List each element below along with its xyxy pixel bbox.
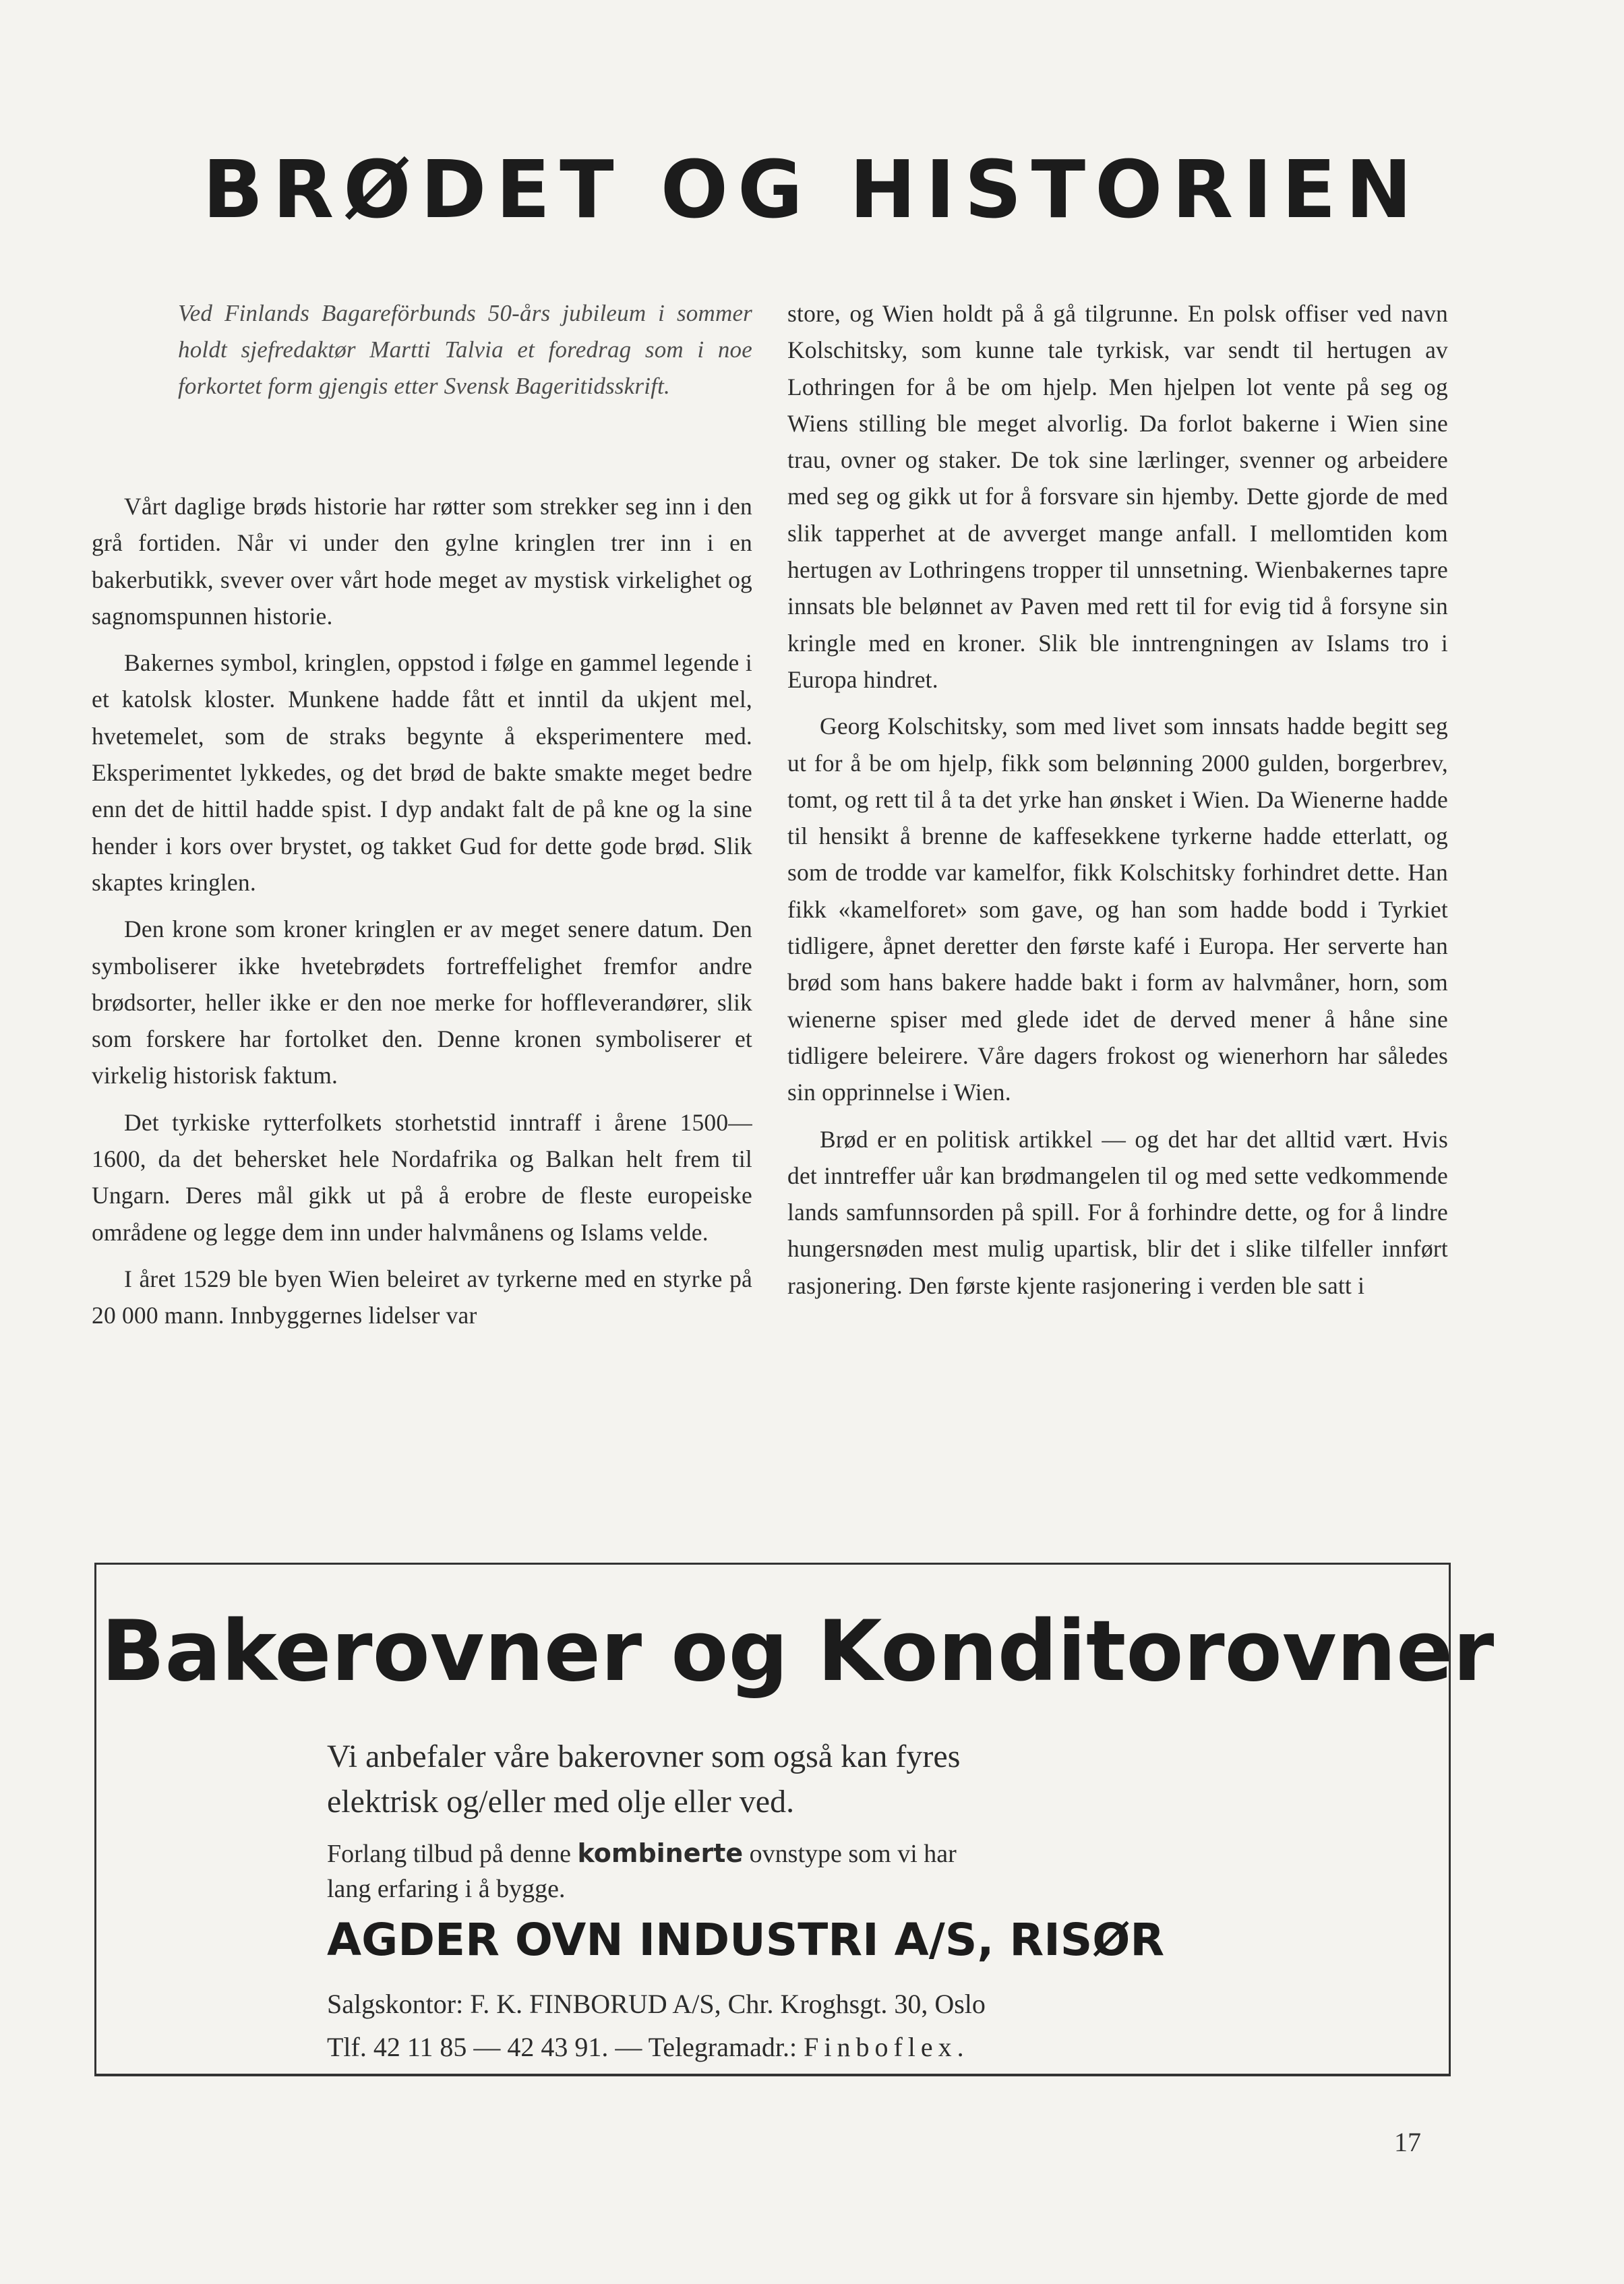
paragraph: Det tyrkiske rytterfolkets storhetstid inntraff i årene 1500—1600, da det behersket hele Nordafrika og Balkan helt frem til Ungarn. Deres mål gikk ut på å erobre de fleste europeiske områdene og legge dem inn under halvmånens og Islams velde. [92, 1108, 752, 1246]
left-column [92, 295, 752, 1334]
ad-telegram-address: Finboflex. [804, 2032, 969, 2062]
ad-line-text: Forlang tilbud på denne [327, 1840, 571, 1868]
ad-line [327, 1835, 957, 1872]
paragraph: Georg Kolschitsky, som med livet som innsats hadde begitt seg ut for å be om hjelp, fikk som belønning 2000 gulden, borgerbrev, tomt, og rett til å ta det yrke han ønsket i Wien. Da Wienerne hadde til hensikt å brenne de kaffesekkene tyrkerne hadde etterlatt, og som de trodde var kamelfor, fikk Kolschitsky forhindret dette. Han fikk «kamelforet» som gave, og han som hadde bodd i Tyrkiet tidligere, åpnet deretter den første kafé i Europa. Her serverte han brød som hans bakere hadde bakt i form av halvmåner, horn, som wienerne spiser med glede idet de derved mener å håne sine tidligere beleirere. Våre dagers frokost og wienerhorn har således sin opprinnelse i Wien. [787, 713, 1448, 1106]
ad-line: lang erfaring i å bygge. [327, 1875, 566, 1903]
ad-line-text: ovnstype som vi har [749, 1840, 957, 1868]
paragraph: Den krone som kroner kringlen er av meget senere datum. Den symboliserer ikke hvetebrødets fortreffelighet fremfor andre brødsorter, heller ikke er den noe merke for hoffleverandører, slik som forskere har fortolket den. Denne kronen symboliserer et virkelig historisk faktum. [92, 915, 752, 1089]
ad-headline: Bakerovner og Konditorovner [101, 1603, 1495, 1700]
article-intro: Ved Finlands Bagareförbunds 50-års jubileum i sommer holdt sjefredaktør Martti Talvia et foredrag som i noe forkortet form gjengis etter Svensk Bageritidsskrift. [178, 300, 752, 399]
paragraph: Brød er en politisk artikkel — og det har det alltid vært. Hvis det inntreffer uår kan brødmangelen til og med sette vedkommende lands samfunnsorden på spill. For å forhindre dette, og for å lindre hungersnøden mest mulig upartisk, blir det i slike tilfeller innført rasjonering. Den første kjente rasjonering i verden ble satt i [787, 1125, 1448, 1299]
ad-phone: Tlf. 42 11 85 — 42 43 91. [327, 2032, 609, 2062]
ad-line: elektrisk og/eller med olje eller ved. [327, 1784, 795, 1820]
ad-line: Vi anbefaler våre bakerovner som også kan fyres [327, 1739, 961, 1774]
paragraph: Vårt daglige brøds historie har røtter som strekker seg inn i den grå fortiden. Når vi under den gylne kringlen trer inn i en bakerbutikk, svever over vårt hode meget av mystisk virkelighet og sagnomspunnen historie. [92, 493, 752, 630]
article-title: BRØDET OG HISTORIEN [202, 143, 1422, 236]
paragraph: Bakernes symbol, kringlen, oppstod i følge en gammel legende i et katolsk kloster. Munkene hadde fått et inntil da ukjent mel, hvetemelet, som de straks begynte å eksperimentere med. Eksperimentet lykkedes, og det brød de bakte smakte meget bedre enn det de hittil hadde spist. I dyp andakt falt de på kne og la sine hender i kors over brystet, og takket Gud for dette gode brød. Slik skaptes kringlen. [92, 649, 752, 896]
ad-contact [327, 2028, 969, 2067]
right-column [787, 295, 1448, 1304]
ad-telegram-label: — Telegramadr.: [615, 2032, 798, 2062]
paragraph: store, og Wien holdt på å gå tilgrunne. En polsk offiser ved navn Kolschitsky, som kunne tale tyrkisk, var sendt til hertugen av Lothringen for å be om hjelp. Men hjelpen lot vente på seg og Wiens stilling ble meget alvorlig. Da forlot bakerne i Wien sine trau, ovner og staker. De tok sine lærlinger, svenner og arbeidere med seg og gikk ut for å forsvare sin hjemby. Dette gjorde de med slik tapperhet at de avverget mange anfall. I mellomtiden kom hertugen av Lothringens tropper til unnsetning. Wienbakernes tapre innsats ble belønnet av Paven med rett til for evig tid å forsyne sin kringle med en kroner. Slik ble inntrengningen av Islams tro i Europa hindret. [787, 300, 1448, 693]
page-number: 17 [1394, 2127, 1421, 2157]
ad-company-name: AGDER OVN INDUSTRI A/S, RISØR [327, 1914, 1165, 1966]
ad-emphasis: kombinerte [577, 1838, 744, 1868]
ad-sales-office: Salgskontor: F. K. FINBORUD A/S, Chr. Kroghsgt. 30, Oslo [327, 1989, 986, 2019]
paragraph: I året 1529 ble byen Wien beleiret av tyrkerne med en styrke på 20 000 mann. Innbyggernes lidelser var [92, 1265, 752, 1329]
